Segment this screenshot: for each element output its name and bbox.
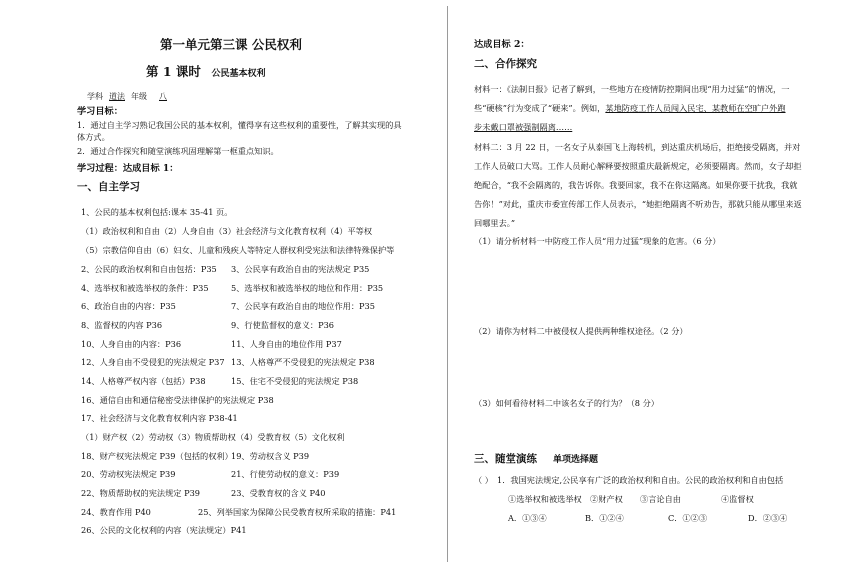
goals-heading: 学习目标： [77,106,123,117]
section-cooperative-inquiry: 二、合作探究 [474,58,537,70]
question-3: （3）如何看待材料二中该名女子的行为？（8 分） [474,398,659,408]
item-3: 3、公民享有政治自由的宪法规定 P35 [231,264,370,274]
item-11: 11、人身自由的地位作用 P37 [231,339,342,349]
mc-1-option-1: ①选举权和被选举权 [508,494,582,504]
item-20: 20、劳动权宪法规定 P39 [81,469,176,479]
mc-1-option-4: ④监督权 [721,494,754,504]
item-8: 8、监督权的内容 P36 [81,320,163,330]
material-2-line-a: 材料二：3 月 22 日，一名女子从泰国飞上海转机，到达重庆机场后，拒绝接受隔离，并对 [474,142,801,152]
subject-label: 学科 [87,92,103,101]
item-2: 2、公民的政治权利和自由包括：P35 [81,264,217,274]
mc-1-stem: 1．我国宪法规定,公民享有广泛的政治权利和自由。公民的政治权利和自由包括 [496,475,784,485]
section-practice: 三、随堂演练 [474,453,537,465]
item-12: 12、人身自由不受侵犯的宪法规定 P37 [81,357,225,367]
question-2: （2）请你为材料二中被侵权人提供两种维权途径。（2 分） [474,326,688,336]
item-5: 5、选举权和被选举权的地位和作用：P35 [231,283,384,293]
item-19: 19、劳动权含义 P39 [231,451,310,461]
item-6: 6、政治自由的内容：P35 [81,301,176,311]
mc-1-choice-d: D．②③④ [748,513,788,523]
material-1-text: 些“硬核”行为变成了“硬来”。例如， [474,103,606,113]
item-24: 24、教育作用 P40 [81,507,151,517]
item-18: 18、财产权宪法规定 P39（包括的权利） [81,451,233,461]
material-2-line-b: 工作人员破口大骂。工作人员耐心解释要按照重庆最新规定，必须要隔离。然而，女子却拒 [474,161,802,171]
lesson-heading [146,66,266,80]
material-1-line-a: 材料一：《法制日报》记者了解到，一些地方在疫情防控期间出现“用力过猛”的情况，一 [474,84,790,94]
item-9: 9、行使监督权的意义：P36 [231,320,335,330]
item-14: 14、人格尊严权内容（包括）P38 [81,376,206,386]
lesson-title: 第一单元第三课 公民权利 [160,37,302,52]
grade-value: 八 [159,92,167,101]
mc-1-choice-a: A．①③④ [508,513,547,523]
subject-value: 道法 [109,92,125,101]
mc-1-option-3: ③言论自由 [640,494,681,504]
item-25: 25、列举国家为保障公民受教育权所采取的措施：P41 [198,507,397,517]
mc-1-choice-c: C．①②③ [668,513,708,523]
grade-label: 年级 [131,92,147,101]
item-1-list-b: （5）宗教信仰自由（6）妇女、儿童和残疾人等特定人群权利受宪法和法律特殊保护等 [81,245,395,255]
section-practice-heading [474,454,598,466]
item-15: 15、住宅不受侵犯的宪法规定 P38 [231,376,359,386]
subject-grade-line [87,91,179,102]
material-1-line-b [474,103,786,114]
mc-1-stem-line [474,475,783,486]
item-17: 17、社会经济与文化教育权利内容 P38-41 [81,413,238,423]
item-1-list-a: （1）政治权利和自由（2）人身自由（3）社会经济与文化教育权利（4）平等权 [81,226,373,236]
goal-2: 2．通过合作探究和随堂演练巩固理解第一框重点知识。 [77,146,279,156]
mc-1-choice-b: B．①②④ [585,513,624,523]
material-2-line-d: 告你！”对此，重庆市委宣传部工作人员表示，“她拒绝隔离不听劝告，那就只能从哪里来返 [474,199,802,209]
item-22: 22、物质帮助权的宪法规定 P39 [81,488,201,498]
item-26: 26、公民的文化权利的内容（宪法规定）P41 [81,525,247,535]
right-page [430,0,860,566]
material-1-underlined: 某地防疫工作人员闯入民宅、某教师在空旷户外跑 [605,103,786,113]
material-2-line-e: 回哪里去。” [474,218,516,228]
goal-1b: 体方式。 [77,132,110,142]
target-2-heading: 达成目标 2： [474,39,530,50]
mc-1-answer-blank: （ ） [474,475,493,485]
lesson-number: 第 1 课时 [146,64,201,79]
question-1: （1）请分析材料一中防疫工作人员“用力过猛”现象的危害。（6 分） [474,236,721,246]
process-heading: 学习过程：达成目标 1： [77,163,179,174]
section-practice-sub: 单项选择题 [553,455,599,465]
item-4: 4、选举权和被选举权的条件：P35 [81,283,209,293]
section-self-study: 一、自主学习 [77,181,140,193]
item-13: 13、人格尊严不受侵犯的宪法规定 P38 [231,357,375,367]
item-16: 16、通信自由和通信秘密受法律保护的宪法规定 P38 [81,395,274,405]
material-2-line-c: 绝配合，“我不会隔离的，我告诉你。我要回家，我不在你这隔离。如果你要干扰我，我就 [474,180,798,190]
item-10: 10、人身自由的内容：P36 [81,339,182,349]
item-23: 23、受教育权的含义 P40 [231,488,326,498]
item-1: 1、公民的基本权利包括:课本 35-41 页。 [81,207,233,217]
material-1-line-c: 步未戴口罩被强制隔离…… [474,122,573,132]
goal-1a: 1．通过自主学习熟记我国公民的基本权利，懂得享有这些权利的重要性，了解其实现的具 [77,120,402,130]
item-7: 7、公民享有政治自由的地位作用：P35 [231,301,375,311]
item-17-list: （1）财产权（2）劳动权（3）物质帮助权（4）受教育权（5）文化权利 [81,432,345,442]
item-21: 21、行使劳动权的意义：P39 [231,469,340,479]
mc-1-option-2: ②财产权 [590,494,623,504]
lesson-subtitle: 公民基本权利 [211,69,266,79]
